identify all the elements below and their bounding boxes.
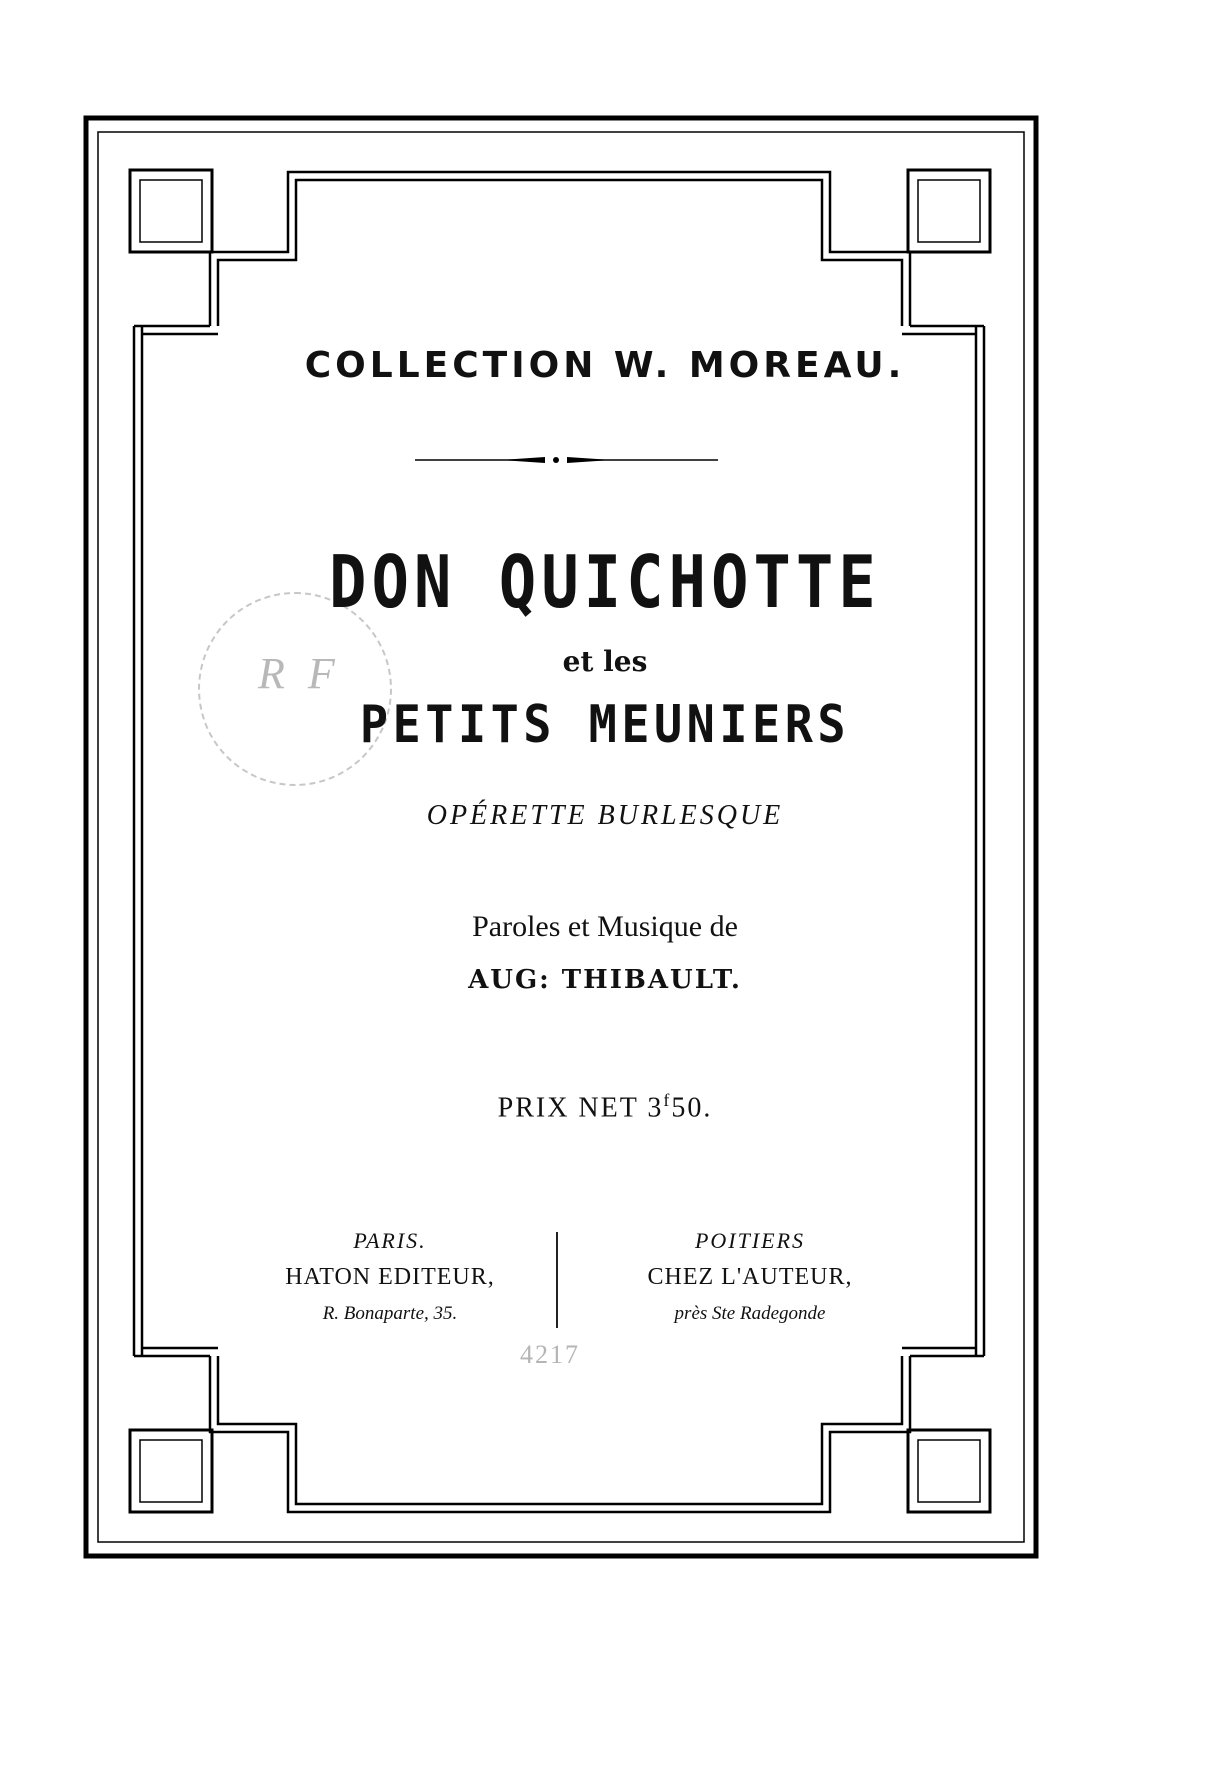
title-line-2: PETITS MEUNIERS [359, 695, 851, 755]
price-label: PRIX NET [497, 1092, 639, 1124]
credits-line: Paroles et Musique de [472, 910, 738, 943]
publisher-divider [556, 1232, 558, 1328]
publisher-name: CHEZ L'AUTEUR, [647, 1264, 853, 1290]
price-amount: 3 [647, 1092, 664, 1124]
collection-heading: COLLECTION W. MOREAU. [304, 345, 906, 386]
publisher-paris [250, 1228, 530, 1325]
ornament-rule [415, 457, 718, 463]
publisher-city: PARIS. [353, 1228, 427, 1253]
publisher-name: HATON EDITEUR, [285, 1264, 495, 1290]
shelfmark: 4217 [520, 1340, 580, 1369]
publisher-city: POITIERS [694, 1228, 806, 1253]
title-connector: et les [562, 645, 648, 678]
title-line-1: DON QUICHOTTE [329, 540, 881, 624]
price-line [0, 1090, 1210, 1124]
library-stamp-text: R F [258, 649, 341, 698]
author-name: AUG: THIBAULT. [468, 965, 742, 995]
genre-subtitle: OPÉRETTE BURLESQUE [426, 800, 784, 831]
price-unit: f [663, 1090, 672, 1110]
publisher-address: près Ste Radegonde [674, 1303, 826, 1324]
price-cents: 50. [671, 1092, 713, 1124]
publisher-poitiers [610, 1228, 890, 1325]
publisher-address: R. Bonaparte, 35. [322, 1303, 458, 1324]
